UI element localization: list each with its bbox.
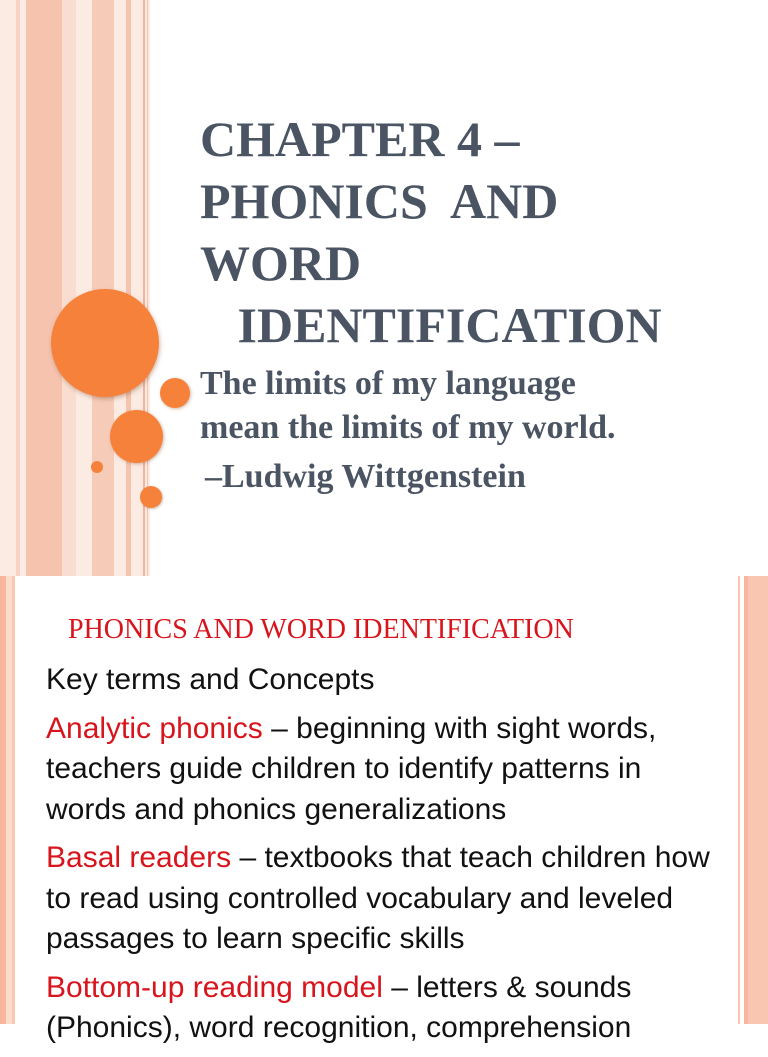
intro-text: Key terms and Concepts bbox=[46, 663, 375, 696]
title-line: PHONICS AND bbox=[200, 173, 559, 229]
slide-title bbox=[200, 108, 760, 356]
decorative-stripe bbox=[126, 0, 131, 576]
term-definition: – beginning with sight words, teachers guide children to identify patterns in words and phonics generalizations bbox=[46, 711, 657, 826]
quote-line: The limits of my language bbox=[200, 365, 576, 402]
decorative-right-bar bbox=[748, 576, 768, 1024]
term-name: Analytic phonics bbox=[46, 711, 263, 745]
decorative-circle bbox=[160, 378, 190, 408]
decorative-stripe bbox=[16, 0, 20, 576]
term-definition: – letters & sounds (Phonics), word recognition, comprehension bbox=[46, 970, 632, 1044]
decorative-right-bar bbox=[738, 576, 740, 1024]
decorative-circle bbox=[140, 486, 162, 508]
slide-body bbox=[46, 660, 726, 1057]
title-line: IDENTIFICATION bbox=[200, 297, 662, 353]
slide-heading: PHONICS AND WORD IDENTIFICATION bbox=[68, 614, 574, 645]
term-definition: – textbooks that teach children how to read using controlled vocabulary and leveled passages to learn specific skills bbox=[46, 841, 710, 955]
quote bbox=[200, 362, 760, 450]
decorative-stripe bbox=[92, 0, 114, 576]
decorative-circle bbox=[110, 410, 163, 463]
decorative-stripe bbox=[62, 0, 76, 576]
title-line: WORD bbox=[200, 235, 362, 291]
quote-line: mean the limits of my world. bbox=[200, 409, 616, 446]
term-name: Bottom-up reading model bbox=[46, 970, 383, 1004]
content-slide bbox=[0, 576, 768, 1044]
term-entry bbox=[46, 709, 726, 831]
decorative-circle bbox=[91, 461, 103, 473]
decorative-stripe bbox=[26, 0, 62, 576]
quote-author: –Ludwig Wittgenstein bbox=[205, 458, 526, 495]
title-line: CHAPTER 4 – bbox=[200, 111, 520, 167]
decorative-left-bar bbox=[12, 576, 15, 1024]
term-entry bbox=[46, 968, 726, 1049]
term-entry bbox=[46, 838, 726, 960]
term-name: Basal readers bbox=[46, 841, 232, 874]
decorative-circle-large bbox=[51, 289, 159, 397]
